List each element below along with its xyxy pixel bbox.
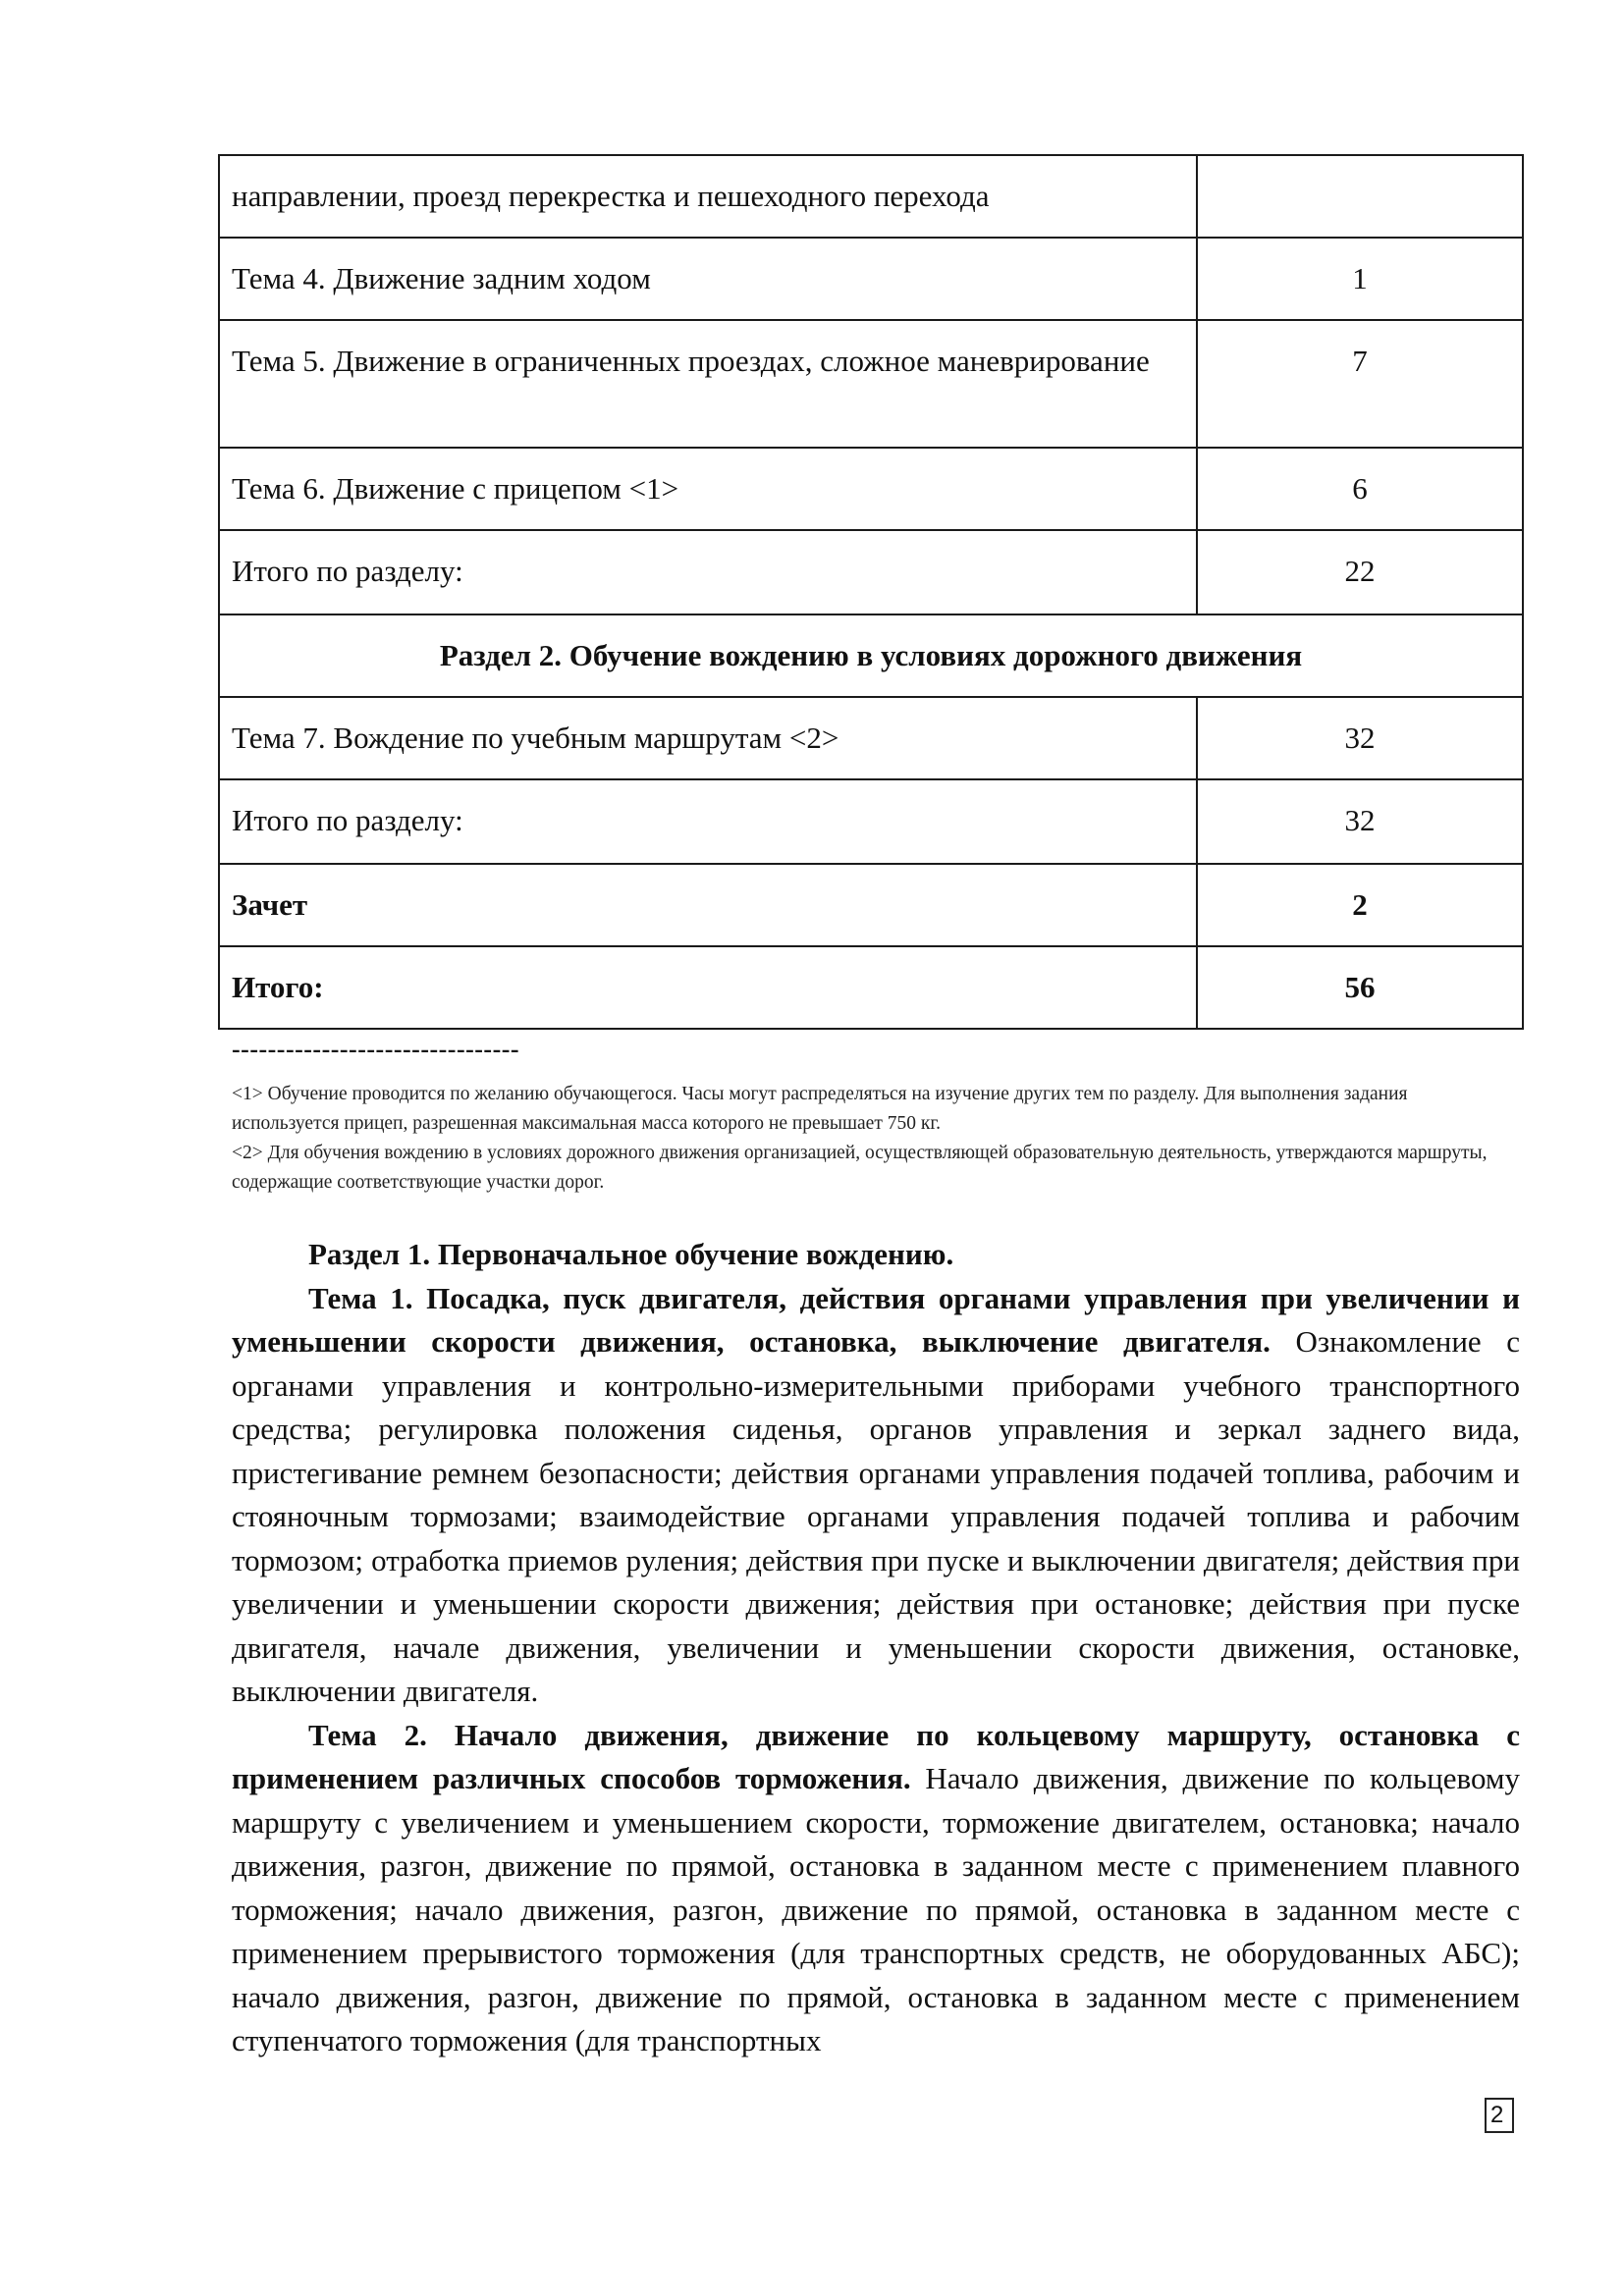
topic-2-title: Тема 2. Начало движения, движение по кольцевому маршруту, остановка с применением различных способов торможения. [232,1717,1520,1795]
page-number: 2 [1485,2098,1514,2133]
hours-cell: 56 [1197,946,1523,1029]
credit-cell: Зачет [219,864,1197,946]
topic-2-text: Начало движения, движение по кольцевому маршруту с увеличением и уменьшением скорости, торможение двигателем, остановка; начало движения, разгон, движение по прямой, остановка в заданном месте с применением плавного торможения; начало движения, разгон, движение по прямой, остановка в заданном месте с применением прерывистого торможения (для транспортных средств, не оборудованных АБС); начало движения, разгон, движение по прямой, остановка в заданном месте с применением ступенчатого торможения (для транспортных [232,1761,1520,2057]
topic-1-paragraph [232,1277,1520,1714]
footnote-separator: -------------------------------- [232,1035,520,1063]
table-row [219,779,1523,864]
footnote-1: <1> Обучение проводится по желанию обучающегося. Часы могут распределяться на изучение других тем по разделу. Для выполнения задания используется прицеп, разрешенная максимальная масса которого не превышает 750 кг. [232,1084,1408,1134]
table-row [219,697,1523,779]
hours-cell: 6 [1197,448,1523,530]
hours-table [218,154,1524,1030]
hours-cell: 32 [1197,697,1523,779]
section-heading: Раздел 1. Первоначальное обучение вождению. [308,1237,954,1271]
section-title-cell: Раздел 2. Обучение вождению в условиях дорожного движения [219,614,1523,697]
hours-cell: 32 [1197,779,1523,864]
topic-2-paragraph [232,1714,1520,2063]
table-row [219,448,1523,530]
topic-1-title: Тема 1. Посадка, пуск двигателя, действия органами управления при увеличении и уменьшении скорости движения, остановка, выключение двигателя. [232,1280,1520,1359]
body-text [232,1233,1520,2063]
total-cell: Итого: [219,946,1197,1029]
subtotal-cell: Итого по разделу: [219,530,1197,614]
hours-cell [1197,155,1523,238]
topic-cell: Тема 6. Движение с прицепом <1> [219,448,1197,530]
table-row [219,320,1523,448]
table-row [219,530,1523,614]
hours-cell: 1 [1197,238,1523,320]
hours-cell: 2 [1197,864,1523,946]
section-row [219,614,1523,697]
topic-cell: Тема 4. Движение задним ходом [219,238,1197,320]
table-row [219,946,1523,1029]
topic-cell: Тема 5. Движение в ограниченных проездах, сложное маневрирование [219,320,1197,448]
subtotal-cell: Итого по разделу: [219,779,1197,864]
footnote-2: <2> Для обучения вождению в условиях дорожного движения организацией, осуществляющей образовательную деятельность, утверждаются маршруты, содержащие соответствующие участки дорог. [232,1143,1488,1193]
table-row [219,155,1523,238]
topic-1-text: Ознакомление с органами управления и контрольно-измерительными приборами учебного транспортного средства; регулировка положения сиденья, органов управления и зеркал заднего вида, пристегивание ремнем безопасности; действия органами управления подачей топлива, рабочим и стояночным тормозами; взаимодействие органами управления подачей топлива и рабочим тормозом; отработка приемов руления; действия при пуске и выключении двигателя; действия при увеличении и уменьшении скорости движения; действия при остановке; действия при пуске двигателя, начале движения, увеличении и уменьшении скорости движения, остановке, выключении двигателя. [232,1324,1520,1708]
footnotes [232,1080,1508,1198]
topic-cell: Тема 7. Вождение по учебным маршрутам <2> [219,697,1197,779]
table-row [219,238,1523,320]
hours-cell: 22 [1197,530,1523,614]
topic-cell: направлении, проезд перекрестка и пешеходного перехода [219,155,1197,238]
hours-cell: 7 [1197,320,1523,448]
table-row [219,864,1523,946]
